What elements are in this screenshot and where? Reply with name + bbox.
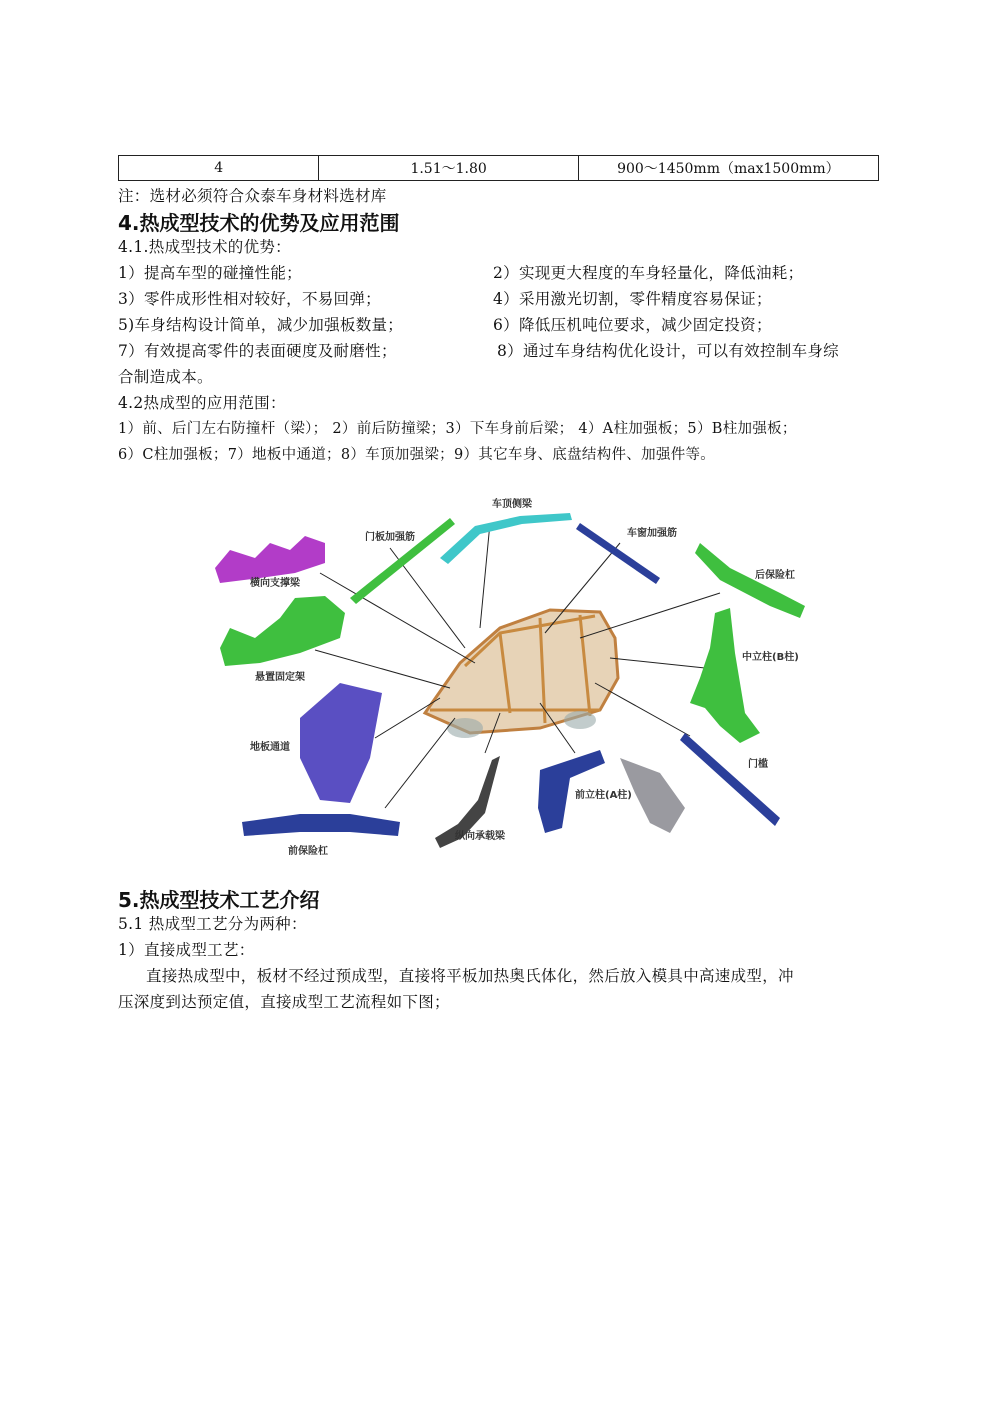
label-window-rib: 车窗加强筋	[627, 528, 677, 539]
materials-table-row	[118, 155, 879, 181]
table-note: 注：选材必须符合众泰车身材料选材库	[118, 187, 387, 205]
process-paragraph: 直接热成型中，板材不经过预成型，直接将平板加热奥氏体化，然后放入模具中高速成型，冲	[146, 967, 794, 985]
label-front-bumper: 前保险杠	[288, 846, 328, 857]
advantage-continuation: 合制造成本。	[118, 368, 213, 386]
process-item: 1）直接成型工艺：	[118, 941, 255, 959]
section5-title: 5.热成型技术工艺介绍	[118, 888, 320, 912]
table-cell-grade: 4	[214, 160, 224, 176]
label-roof-side: 车顶侧梁	[492, 499, 532, 510]
front-bumper-part	[242, 814, 400, 836]
label-rear-bumper: 后保险杠	[755, 570, 795, 581]
door-rib-part	[350, 518, 455, 604]
label-door-sill: 门槛	[748, 759, 768, 770]
suspension-part	[220, 596, 345, 666]
door-sill-part	[680, 733, 780, 826]
label-a-pillar: 前立柱(A柱)	[575, 790, 632, 801]
application-range-line: 1）前、后门左右防撞杆（梁）； 2）前后防撞梁；3）下车身前后梁； 4）A柱加强板；5）B柱加强板；	[118, 421, 797, 437]
section4-title: 4.热成型技术的优势及应用范围	[118, 211, 400, 235]
b-pillar-part	[690, 608, 760, 743]
advantage-item: 2）实现更大程度的车身轻量化，降低油耗；	[493, 264, 804, 282]
label-long-beam: 纵向承载梁	[455, 831, 505, 842]
label-floor-tunnel: 地板通道	[250, 742, 290, 753]
cross-brace-part	[215, 536, 325, 583]
advantage-item: 8）通过车身结构优化设计，可以有效控制车身综	[497, 342, 839, 360]
advantage-item: 6）降低压机吨位要求，减少固定投资；	[493, 316, 772, 334]
car-body-hot-stamping-figure	[200, 488, 820, 858]
section4-2-heading: 4.2热成型的应用范围：	[118, 394, 286, 412]
advantage-item: 1）提高车型的碰撞性能；	[118, 264, 302, 282]
label-suspension: 悬置固定架	[255, 672, 305, 683]
table-cell-width: 900～1450mm（max1500mm）	[578, 156, 878, 180]
table-cell-thickness: 1.51～1.80	[318, 156, 577, 180]
floor-tunnel-part	[300, 683, 382, 803]
roof-side-part	[440, 513, 572, 564]
label-door-rib: 门板加强筋	[365, 532, 415, 543]
process-paragraph: 压深度到达预定值，直接成型工艺流程如下图；	[118, 993, 450, 1011]
advantage-item: 7）有效提高零件的表面硬度及耐磨性；	[118, 342, 397, 360]
label-cross-brace: 横向支撑梁	[250, 578, 300, 589]
application-range-line: 6）C柱加强板；7）地板中通道；8）车顶加强梁；9）其它车身、底盘结构件、加强件等。	[118, 447, 716, 463]
advantage-item: 5)车身结构设计简单，减少加强板数量；	[118, 316, 404, 334]
advantage-item: 3）零件成形性相对较好，不易回弹；	[118, 290, 381, 308]
label-b-pillar: 中立柱(B柱)	[742, 652, 799, 663]
section5-1-heading: 5.1 热成型工艺分为两种：	[118, 915, 307, 933]
section4-1-heading: 4.1.热成型技术的优势：	[118, 238, 291, 256]
advantage-item: 4）采用激光切割，零件精度容易保证；	[493, 290, 772, 308]
